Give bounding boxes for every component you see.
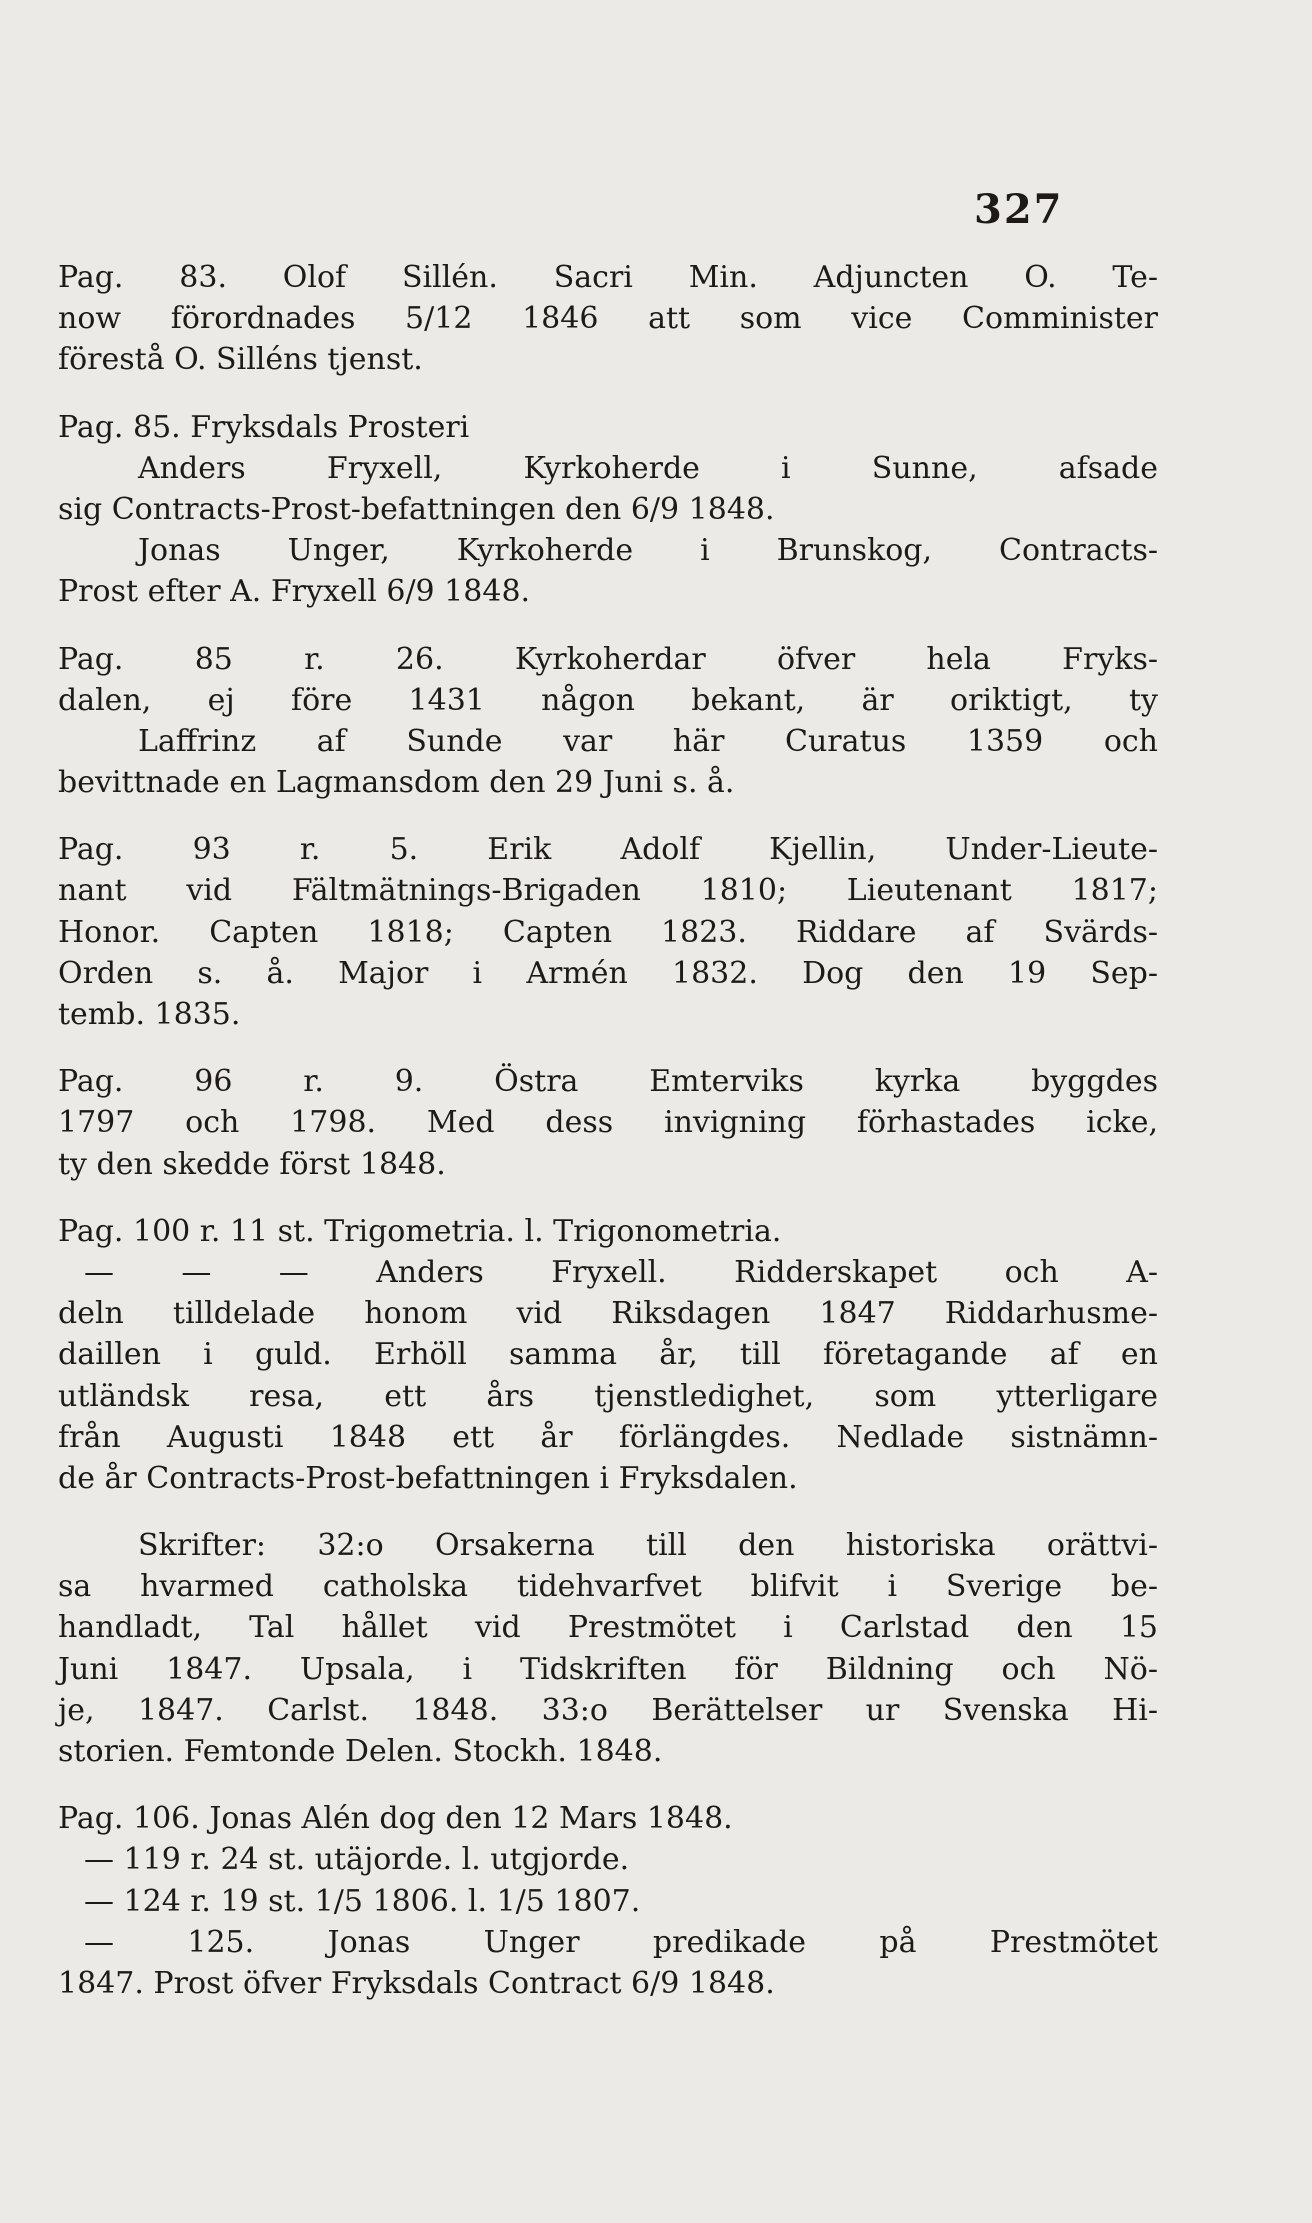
text-line: Orden s. å. Major i Armén 1832. Dog den 19 Sep-: [58, 955, 1158, 991]
page-number: 327: [974, 186, 1064, 233]
text-line: — — — Anders Fryxell. Ridderskapet och A-: [84, 1254, 1158, 1290]
text-line: Pag. 83. Olof Sillén. Sacri Min. Adjuncten O. Te-: [58, 260, 1158, 295]
text-line: now förordnades 5/12 1846 att som vice Comminister: [58, 301, 1158, 337]
text-line: Pag. 85. Fryksdals Prosteri: [58, 409, 470, 445]
text-line: Skrifter: 32:o Orsakerna till den historiska orättvi-: [138, 1528, 1158, 1564]
text-line: 1847. Prost öfver Fryksdals Contract 6/9 1848.: [58, 1965, 775, 2001]
paragraph-gap: [58, 1499, 1158, 1525]
text-line: de år Contracts-Prost-befattningen i Fryksdalen.: [58, 1460, 798, 1496]
entry: [58, 639, 1158, 804]
text-line: Pag. 100 r. 11 st. Trigometria. l. Trigonometria.: [58, 1213, 782, 1249]
text-line: från Augusti 1848 ett år förlängdes. Nedlade sistnämn-: [58, 1419, 1158, 1455]
text-line: — 124 r. 19 st. 1/5 1806. l. 1/5 1807.: [84, 1883, 641, 1919]
text-line: utländsk resa, ett års tjenstledighet, som ytterligare: [58, 1378, 1158, 1414]
entry: [58, 1061, 1158, 1185]
text-line: Pag. 85 r. 26. Kyrkoherdar öfver hela Fryks-: [58, 641, 1158, 677]
text-line: — 119 r. 24 st. utäjorde. l. utgjorde.: [84, 1842, 630, 1878]
text-line: dalen, ej före 1431 någon bekant, är oriktigt, ty: [58, 682, 1158, 718]
paragraph-gap: [58, 1185, 1158, 1211]
paragraph-gap: [58, 803, 1158, 829]
text-line: Juni 1847. Upsala, i Tidskriften för Bildning och Nö-: [58, 1651, 1158, 1687]
text-line: Pag. 96 r. 9. Östra Emterviks kyrka byggdes: [58, 1064, 1158, 1100]
text-line: deln tilldelade honom vid Riksdagen 1847 Riddarhusme-: [58, 1296, 1158, 1332]
text-line: sa hvarmed catholska tidehvarfvet blifvit i Sverige be-: [58, 1569, 1158, 1605]
text-line: — 125. Jonas Unger predikade på Prestmötet: [84, 1924, 1158, 1960]
text-line: Laffrinz af Sunde var här Curatus 1359 och: [138, 723, 1158, 759]
text-line: storien. Femtonde Delen. Stockh. 1848.: [58, 1734, 663, 1769]
entry: [58, 1525, 1158, 1772]
text-line: Prost efter A. Fryxell 6/9 1848.: [58, 574, 531, 610]
entry: [58, 829, 1158, 1035]
paragraph-gap: [58, 613, 1158, 639]
text-line: sig Contracts-Prost-befattningen den 6/9 1848.: [58, 491, 775, 527]
paragraph-gap: [58, 381, 1158, 407]
text-line: bevittnade en Lagmansdom den 29 Juni s. å.: [58, 765, 735, 801]
paragraph-gap: [58, 1772, 1158, 1798]
paragraph-gap: [58, 1035, 1158, 1061]
text-line: daillen i guld. Erhöll samma år, till företagande af en: [58, 1337, 1158, 1373]
text-line: Pag. 93 r. 5. Erik Adolf Kjellin, Under-Lieute-: [58, 832, 1158, 868]
text-line: ty den skedde först 1848.: [58, 1146, 446, 1182]
text-line: 1797 och 1798. Med dess invigning förhastades icke,: [58, 1105, 1158, 1141]
entry: [58, 1211, 1158, 1499]
text-line: förestå O. Silléns tjenst.: [58, 342, 423, 378]
text-line: Anders Fryxell, Kyrkoherde i Sunne, afsade: [138, 450, 1158, 486]
entry: [58, 1798, 1158, 2004]
text-line: Jonas Unger, Kyrkoherde i Brunskog, Contracts-: [138, 533, 1158, 569]
page-text: [58, 257, 1158, 2004]
text-line: je, 1847. Carlst. 1848. 33:o Berättelser ur Svenska Hi-: [58, 1692, 1158, 1728]
entry: [58, 407, 1158, 613]
text-line: Pag. 106. Jonas Alén dog den 12 Mars 1848.: [58, 1801, 733, 1837]
text-line: Honor. Capten 1818; Capten 1823. Riddare af Svärds-: [58, 914, 1158, 950]
text-line: nant vid Fältmätnings-Brigaden 1810; Lieutenant 1817;: [58, 873, 1158, 909]
text-line: temb. 1835.: [58, 997, 241, 1032]
text-line: handladt, Tal hållet vid Prestmötet i Carlstad den 15: [58, 1610, 1158, 1646]
entry: [58, 257, 1158, 381]
